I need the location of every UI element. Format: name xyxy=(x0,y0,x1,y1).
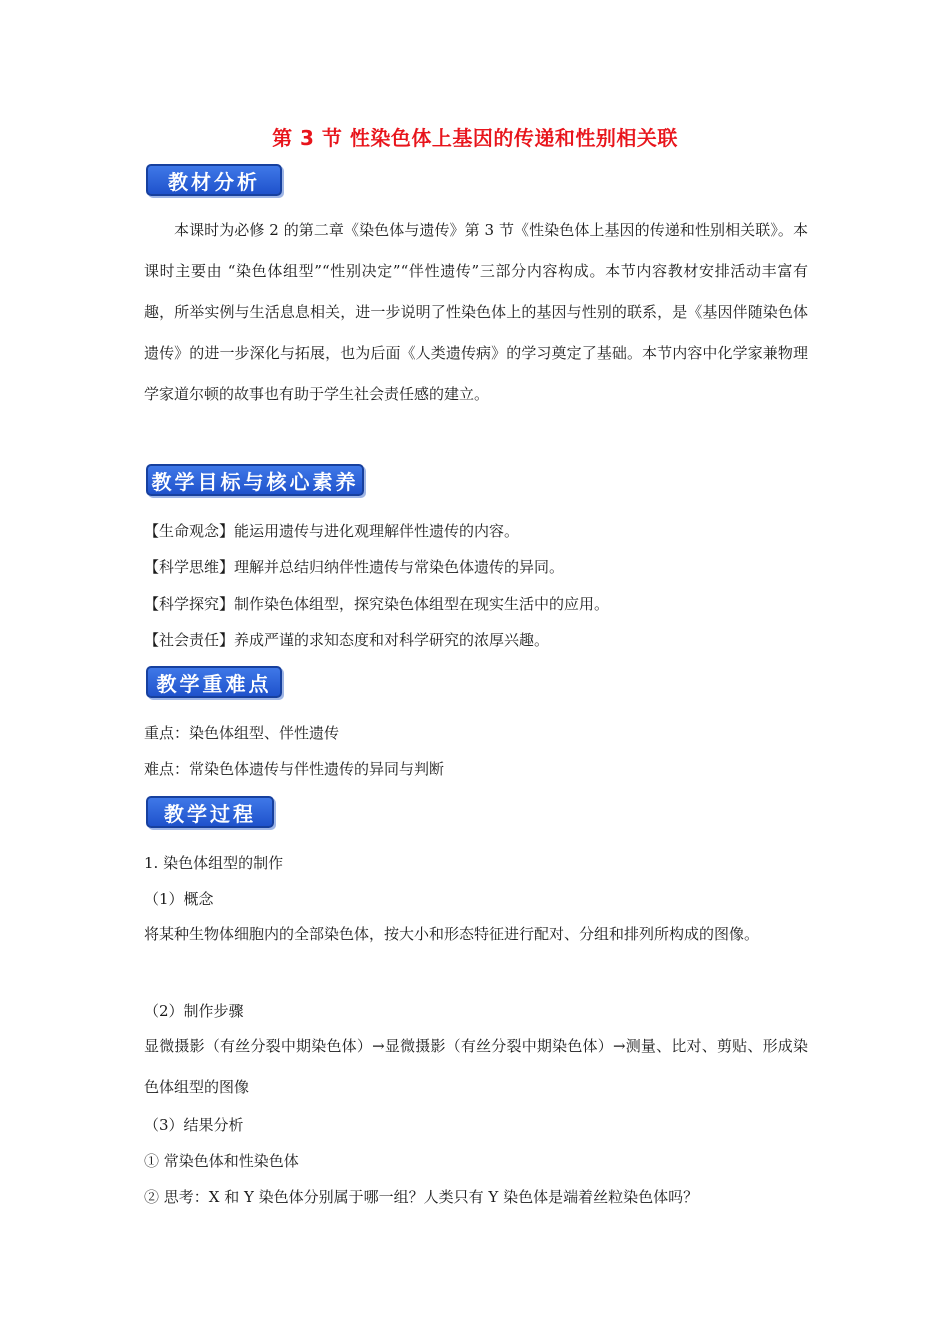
analysis-paragraph: 本课时为必修 2 的第二章《染色体与遗传》第 3 节《性染色体上基因的传递和性别相关联》。本课时主要由 “染色体组型”“性别决定”“伴性遗传”三部分内容构成。本节内容教材安排活动丰富有趣，所举实例与生活息息相关，进一步说明了性染色体上的基因与性别的联系，是《基因伴随染色体遗传》的进一步深化与拓展，也为后面《人类遗传病》的学习奠定了基础。本节内容中化学家兼物理学家道尔顿的故事也有助于学生社会责任感的建立。 xyxy=(144,221,808,403)
goal-scientific-thinking: 【科学思维】理解并总结归纳伴性遗传与常染色体遗传的异同。 xyxy=(144,558,565,576)
process-sub-concept: （1）概念 xyxy=(144,890,214,908)
key-point-important: 重点：染色体组型、伴性遗传 xyxy=(144,724,340,742)
goal-life-concept: 【生命观念】能运用遗传与进化观理解伴性遗传的内容。 xyxy=(144,522,520,540)
process-result-item-1: ① 常染色体和性染色体 xyxy=(144,1152,299,1170)
process-heading-1: 1. 染色体组型的制作 xyxy=(144,854,284,872)
key-point-difficult: 难点：常染色体遗传与伴性遗传的异同与判断 xyxy=(144,760,445,778)
process-result-item-2: ② 思考：X 和 Y 染色体分别属于哪一组？人类只有 Y 染色体是端着丝粒染色体吗？ xyxy=(144,1188,699,1206)
section-badge-goals: 教学目标与核心素养 xyxy=(146,464,364,496)
section-badge-analysis: 教材分析 xyxy=(146,164,282,196)
section-badge-process: 教学过程 xyxy=(146,796,274,828)
process-sub-results: （3）结果分析 xyxy=(144,1116,244,1134)
process-steps-text: 显微摄影（有丝分裂中期染色体）→显微摄影（有丝分裂中期染色体）→测量、比对、剪贴、形成染色体组型的图像 xyxy=(144,1037,808,1096)
goal-social-responsibility: 【社会责任】养成严谨的求知态度和对科学研究的浓厚兴趣。 xyxy=(144,631,550,649)
page-title: 第 3 节 性染色体上基因的传递和性别相关联 xyxy=(272,126,678,150)
section-badge-key-points: 教学重难点 xyxy=(146,666,282,698)
process-concept-text: 将某种生物体细胞内的全部染色体，按大小和形态特征进行配对、分组和排列所构成的图像。 xyxy=(144,925,760,943)
process-sub-steps: （2）制作步骤 xyxy=(144,1002,244,1020)
goal-scientific-inquiry: 【科学探究】制作染色体组型，探究染色体组型在现实生活中的应用。 xyxy=(144,595,610,613)
